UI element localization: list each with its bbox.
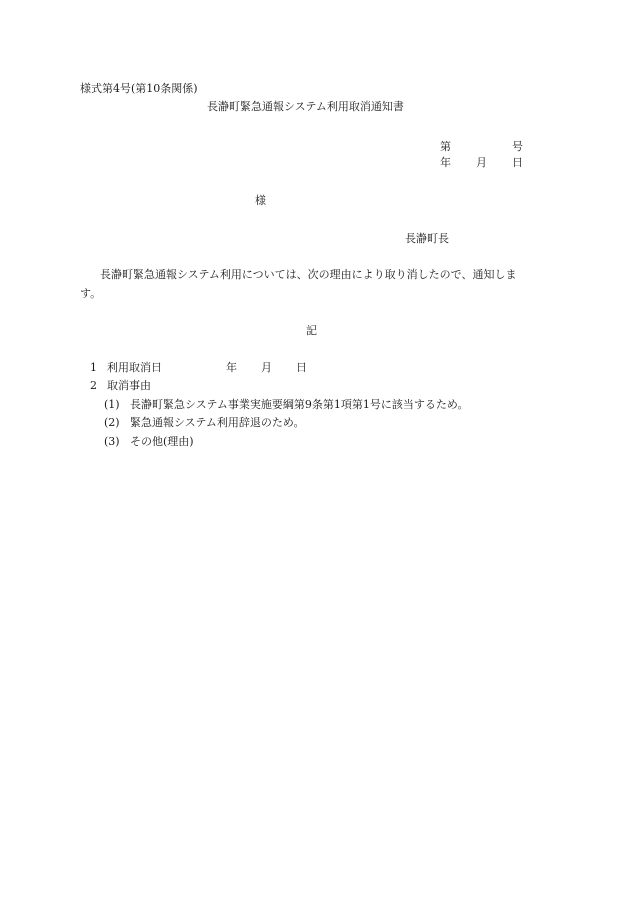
reason-number: (3): [104, 435, 120, 448]
reference-number-suffix: 号: [512, 140, 523, 153]
body-text-line-2: す。: [80, 287, 102, 300]
addressee-suffix: 様: [255, 194, 266, 207]
form-label: 様式第4号(第10条関係): [80, 82, 198, 95]
sender-name: 長瀞町長: [405, 232, 449, 245]
reference-month: 月: [476, 156, 487, 169]
reason-number: (1): [104, 398, 120, 411]
item-number: 1: [90, 361, 97, 374]
item-label: 利用取消日: [107, 361, 162, 374]
reason-text: 緊急通報システム利用辞退のため。: [130, 416, 305, 429]
reason-text: 長瀞町緊急システム事業実施要綱第9条第1項第1号に該当するため。: [130, 398, 469, 411]
reference-day: 日: [512, 156, 523, 169]
note-heading: 記: [306, 324, 317, 337]
reference-number-prefix: 第: [440, 140, 451, 153]
cancel-date-month: 月: [261, 361, 272, 374]
reason-text: その他(理由): [130, 435, 194, 448]
reason-number: (2): [104, 416, 120, 429]
body-text-line-1: 長瀞町緊急通報システム利用については、次の理由により取り消したので、通知しま: [100, 268, 517, 281]
cancel-date-day: 日: [296, 361, 307, 374]
reference-year: 年: [440, 156, 451, 169]
cancel-date-year: 年: [226, 361, 237, 374]
document-title: 長瀞町緊急通報システム利用取消通知書: [207, 100, 404, 113]
item-label: 取消事由: [107, 379, 151, 392]
item-number: 2: [90, 379, 97, 392]
